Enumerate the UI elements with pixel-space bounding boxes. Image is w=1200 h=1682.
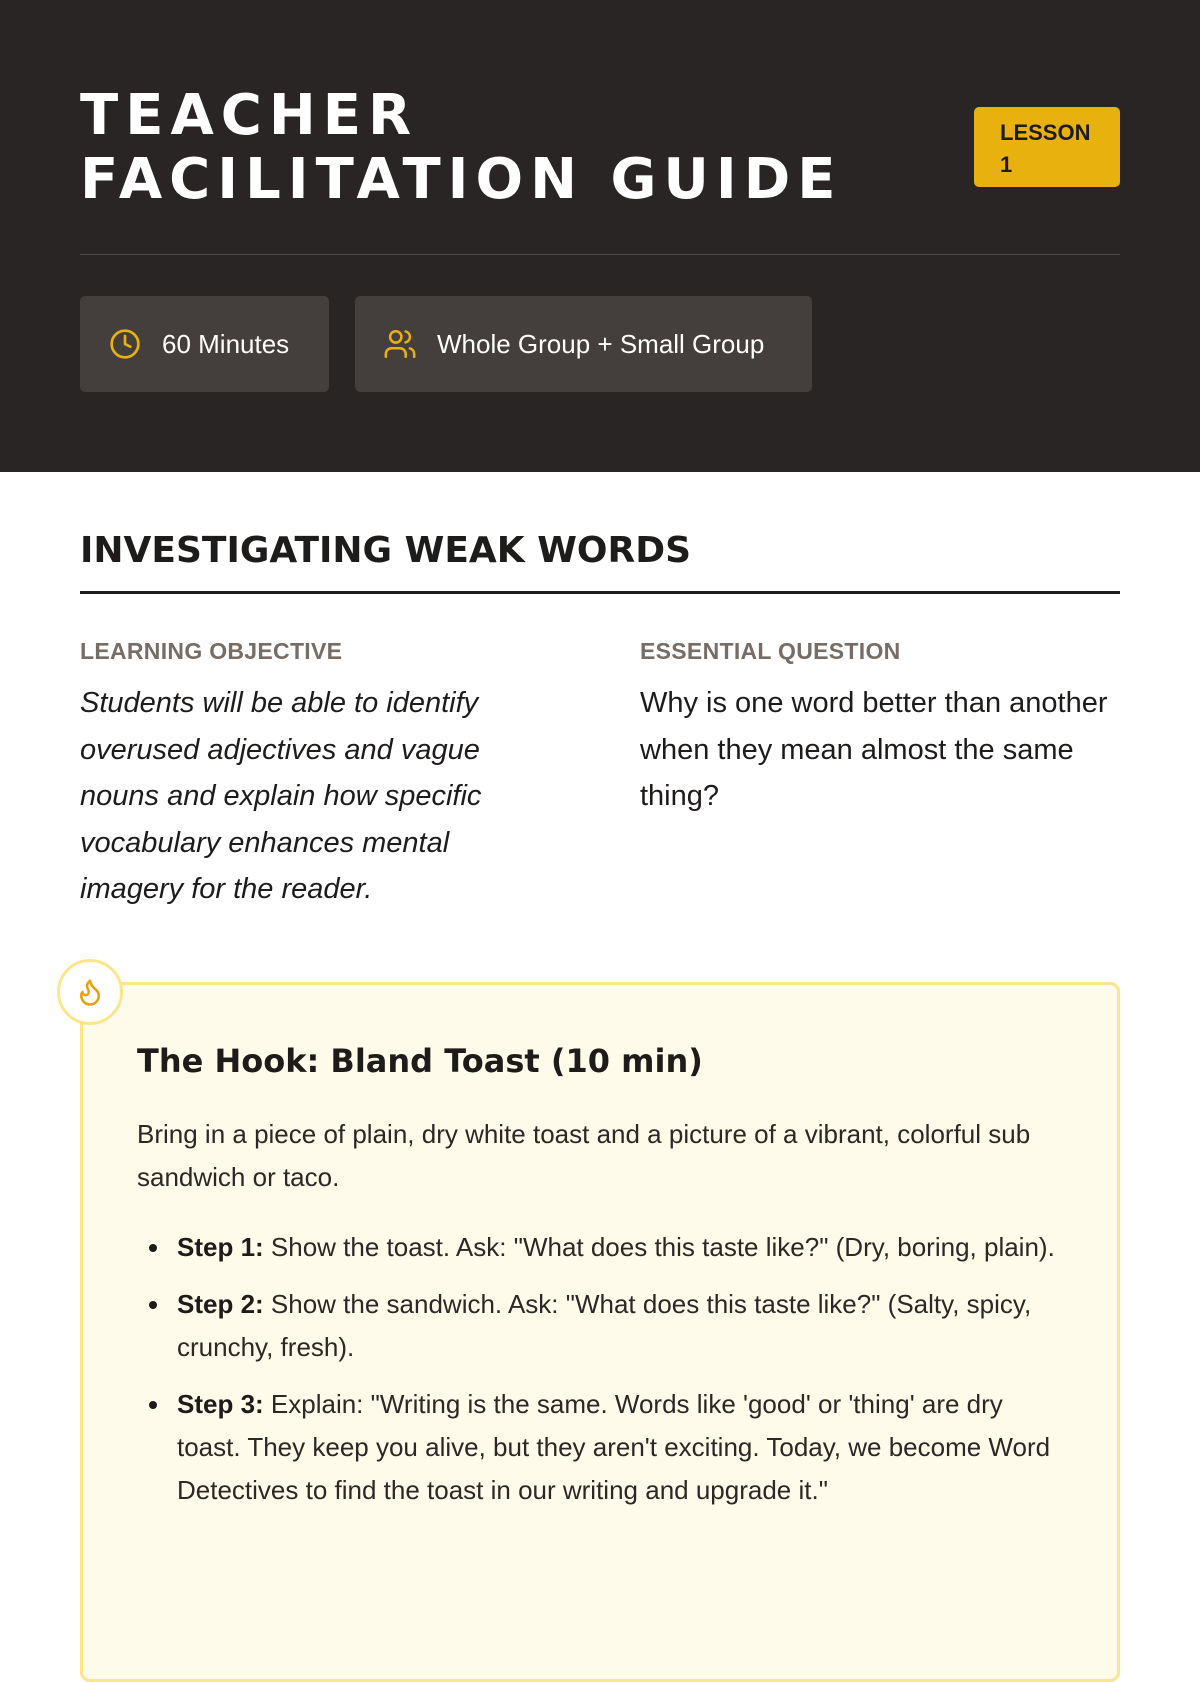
guide-header	[0, 0, 1200, 472]
lesson-title: INVESTIGATING WEAK WORDS	[80, 530, 692, 571]
hook-step	[137, 1383, 1067, 1512]
essential-question	[640, 636, 1110, 820]
flame-icon	[57, 959, 123, 1025]
title-line-1: TEACHER	[80, 83, 419, 148]
clock-icon	[108, 327, 142, 361]
step-label: Step 1:	[177, 1232, 264, 1262]
header-divider	[80, 254, 1120, 255]
lesson-badge-number: 1	[1000, 152, 1013, 177]
lesson-badge-label: LESSON	[1000, 120, 1091, 145]
lesson-badge	[974, 107, 1120, 187]
question-label: ESSENTIAL QUESTION	[640, 638, 901, 664]
users-icon	[383, 327, 417, 361]
grouping-chip	[355, 296, 812, 392]
step-text: Explain: "Writing is the same. Words like 'good' or 'thing' are dry toast. They keep you alive, but they aren't exciting. Today, we become Word Detectives to find the toast in our writing and upgrade it."	[177, 1389, 1051, 1505]
grouping-text: Whole Group + Small Group	[437, 328, 765, 359]
duration-chip	[80, 296, 329, 392]
page-title	[80, 84, 900, 212]
hook-intro: Bring in a piece of plain, dry white toast and a picture of a vibrant, colorful sub sandwich or taco.	[137, 1119, 1031, 1192]
objective-text: Students will be able to identify overused adjectives and vague nouns and explain how specific vocabulary enhances mental imagery for the reader.	[80, 687, 482, 905]
hook-steps-list	[137, 1226, 1067, 1526]
step-text: Show the sandwich. Ask: "What does this taste like?" (Salty, spicy, crunchy, fresh).	[177, 1289, 1032, 1362]
question-text: Why is one word better than another when they mean almost the same thing?	[640, 687, 1108, 812]
learning-objective	[80, 636, 550, 913]
step-label: Step 3:	[177, 1389, 264, 1419]
title-line-2: FACILITATION GUIDE	[80, 147, 843, 212]
step-text: Show the toast. Ask: "What does this taste like?" (Dry, boring, plain).	[263, 1232, 1055, 1262]
objective-label: LEARNING OBJECTIVE	[80, 638, 343, 664]
hook-title: The Hook: Bland Toast (10 min)	[137, 1042, 703, 1080]
step-label: Step 2:	[177, 1289, 264, 1319]
hook-step	[137, 1226, 1067, 1269]
lesson-title-rule	[80, 591, 1120, 594]
hook-step	[137, 1283, 1067, 1369]
duration-text: 60 Minutes	[162, 328, 290, 359]
